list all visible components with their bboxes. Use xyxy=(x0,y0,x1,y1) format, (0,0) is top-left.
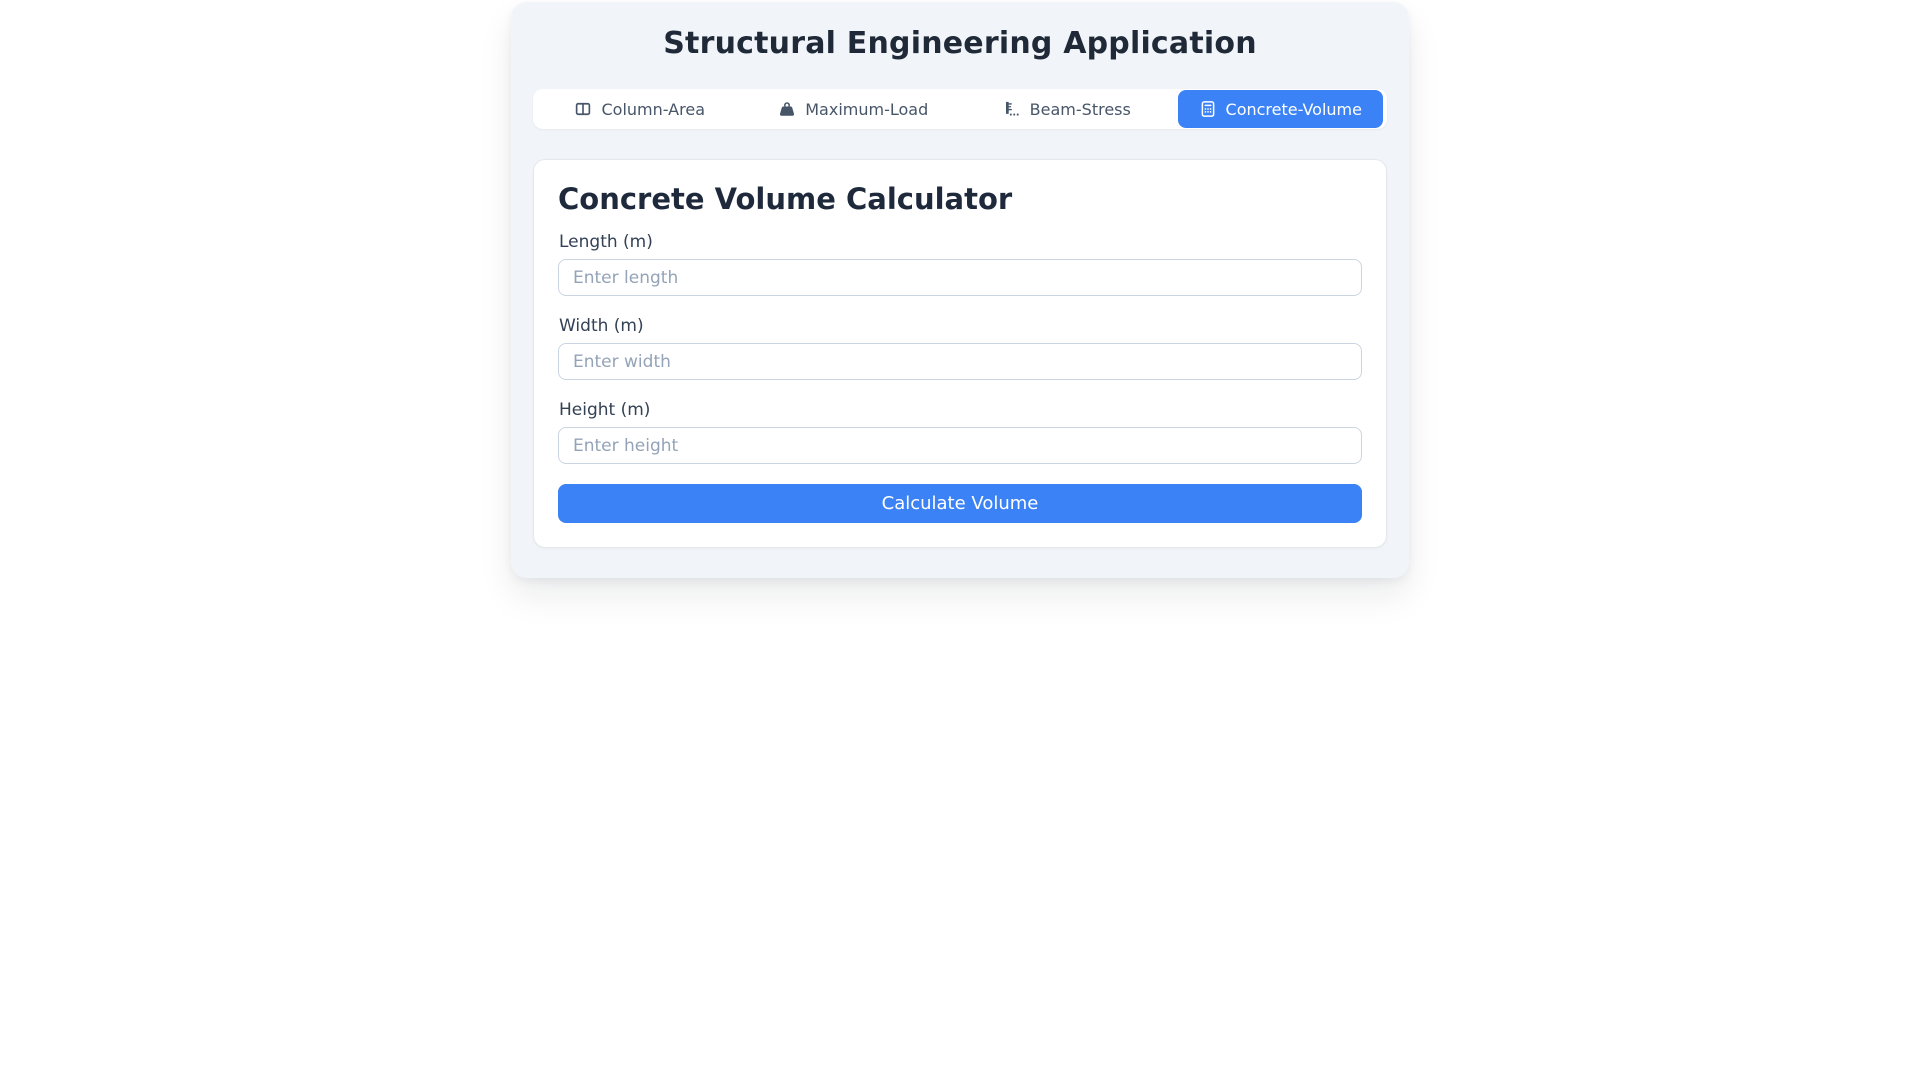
tab-bar xyxy=(533,89,1387,129)
length-label: Length (m) xyxy=(559,232,653,252)
tab-maximum-load[interactable] xyxy=(751,90,957,128)
card-title: Concrete Volume Calculator xyxy=(558,182,1013,216)
app-title: Structural Engineering Application xyxy=(663,26,1257,61)
height-input[interactable] xyxy=(558,427,1362,464)
length-input[interactable] xyxy=(558,259,1362,296)
calculate-volume-button[interactable]: Calculate Volume xyxy=(558,484,1362,523)
width-input[interactable] xyxy=(558,343,1362,380)
ruler-icon xyxy=(1003,100,1021,118)
calculator-icon xyxy=(1199,100,1217,118)
calculator-card xyxy=(533,159,1387,548)
width-label: Width (m) xyxy=(559,316,644,336)
tab-label: Beam-Stress xyxy=(1029,99,1131,119)
tab-beam-stress[interactable] xyxy=(964,90,1170,128)
app-shell xyxy=(511,2,1409,578)
height-label: Height (m) xyxy=(559,400,651,420)
tab-column-area[interactable] xyxy=(537,90,743,128)
tab-label: Column-Area xyxy=(601,99,705,119)
tab-label: Maximum-Load xyxy=(805,99,929,119)
weight-icon xyxy=(778,100,796,118)
columns-icon xyxy=(574,100,592,118)
tab-concrete-volume[interactable] xyxy=(1178,90,1384,128)
tab-label: Concrete-Volume xyxy=(1225,99,1362,119)
